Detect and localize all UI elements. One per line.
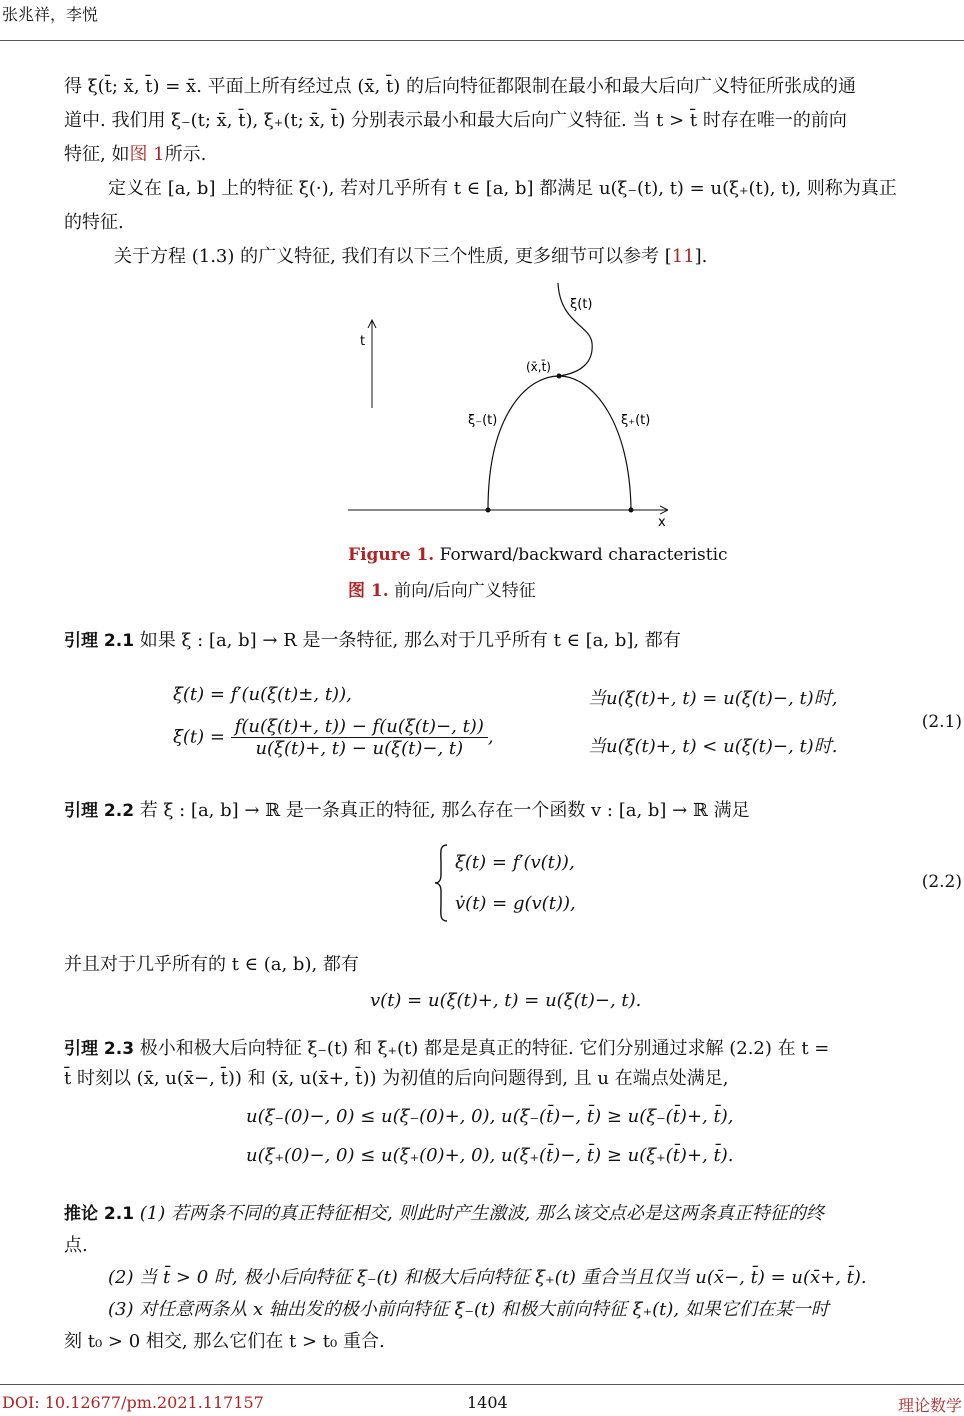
doi-link[interactable]: DOI: 10.12677/pm.2021.117157 [2,1393,264,1412]
page-header [0,0,964,41]
eq-2-1-line-2: ξ̇(t) = $\frac{f(u(\xi(t)+, t)) - f(u(\xi(t)-, t))}{u(\xi(t)+, t) - u(\xi(t)-, t)}$ , [173,716,494,759]
lemma-2-3 [64,1034,964,1094]
label-xi: ξ(t) [570,297,593,312]
p1-text-a: 特征, 如 [64,144,130,165]
corollary-2-1-line-2: 点. [64,1235,88,1256]
corollary-2-1-line-3: (2) 当 t̄ > 0 时, 极小后向特征 ξ₋(t) 和极大后向特征 ξ₊(t) 重合当且仅当 u(x̄−, t̄) = u(x̄+, t̄). [108,1267,867,1288]
lemma-2-2-heading: 引理 2.2 [64,801,135,821]
right-endpoint [629,508,634,513]
eq-2-1-lhs: ξ̇(t) = [173,726,225,748]
lemma-2-3-line-1 [64,1034,964,1064]
lemma-2-1 [64,626,964,652]
label-xi-minus: ξ₋(t) [468,413,498,428]
corollary-2-1-line-5: 刻 t₀ > 0 相交, 那么它们在 t > t₀ 重合. [64,1331,385,1352]
label-t-axis: t [360,334,366,349]
paragraph-1-line-2: 道中. 我们用 ξ₋(t; x̄, t̄), ξ₊(t; x̄, t̄) 分别表示最小和最大后向广义特征. 当 t > t̄ 时存在唯一的前向 [64,110,847,131]
eq-2-1-number: (2.1) [921,712,962,732]
figure-1-link[interactable]: 图 1 [129,144,165,165]
p3-text-a: 关于方程 (1.3) 的广义特征, 我们有以下三个性质, 更多细节可以参考 [ [114,246,672,267]
page-number: 1404 [467,1393,508,1412]
figure-caption-zh [348,576,536,601]
paragraph-2-line-1: 定义在 [a, b] 上的特征 ξ(·), 若对几乎所有 t ∈ [a, b] 都满足 u(ξ₋(t), t) = u(ξ₊(t), t), 则称为真正 [108,178,897,199]
corollary-2-1 [64,1198,964,1358]
corollary-2-1-text-1: (1) 若两条不同的真正特征相交, 则此时产生激波, 那么该交点必是这两条真正特征的终 [139,1203,824,1224]
paragraph-1-line-1: 得 ξ(t̄; x̄, t̄) = x̄. 平面上所有经过点 (x̄, t̄) 的后向特征都限制在最小和最大后向广义特征所张成的通 [64,76,856,97]
eq-2-1-line-1-condition: 当u(ξ(t)+, t) = u(ξ(t)−, t)时, [588,688,838,709]
lemma-2-1-text: 如果 ξ : [a, b] → R 是一条特征, 那么对于几乎所有 t ∈ [a, b], 都有 [139,630,681,651]
lemma-2-3-line-2: t̄ 时刻以 (x̄, u(x̄−, t̄)) 和 (x̄, u(x̄+, t̄)) 为初值的后向问题得到, 且 u 在端点处满足, [64,1068,729,1089]
p1-text-b: 所示. [164,144,207,165]
eq-2-1-numerator: f(u(ξ(t)+, t)) − f(u(ξ(t)−, t)) [231,716,488,738]
eq-2-2-line-1: ξ̇(t) = f′(v(t)), [455,852,575,873]
eq-2-3-line-2: u(ξ₊(0)−, 0) ≤ u(ξ₊(0)+, 0), u(ξ₊(t̄)−, t̄) ≥ u(ξ₊(t̄)+, t̄). [246,1145,734,1166]
lemma-2-2-after: 并且对于几乎所有的 t ∈ (a, b), 都有 [64,954,359,975]
figure-caption-en [348,545,728,565]
characteristic-figure [348,283,668,533]
paragraph-3 [64,240,964,274]
eq-2-2-line-2: v̇(t) = g(v(t)), [455,893,576,914]
header-authors: 张兆祥，李悦 [2,5,99,24]
eq-2-1-denominator: u(ξ(t)+, t) − u(ξ(t)−, t) [255,738,464,759]
eq-v-equality: v(t) = u(ξ(t)+, t) = u(ξ(t)−, t). [370,990,642,1011]
page-footer [0,1384,964,1415]
reference-11-link[interactable]: 11 [671,246,695,267]
lemma-2-3-heading: 引理 2.3 [64,1039,135,1059]
label-xi-plus: ξ₊(t) [621,413,651,428]
lemma-2-3-text-1: 极小和极大后向特征 ξ₋(t) 和 ξ₊(t) 都是是真正的特征. 它们分别通过求解 (2.2) 在 t = [139,1038,830,1059]
body-text [64,70,964,274]
corollary-2-1-line-4: (3) 对任意两条从 x 轴出发的极小前向特征 ξ₋(t) 和极大前向特征 ξ₊(t), 如果它们在某一时 [108,1299,829,1320]
eq-2-3-line-1: u(ξ₋(0)−, 0) ≤ u(ξ₋(0)+, 0), u(ξ₋(t̄)−, t̄) ≥ u(ξ₋(t̄)+, t̄), [246,1106,734,1127]
eq-2-2-number: (2.2) [921,872,962,892]
eq-2-1-line-2-condition: 当u(ξ(t)+, t) < u(ξ(t)−, t)时. [588,736,838,757]
corollary-2-1-line-1 [64,1198,964,1230]
label-point: (x̄,t̄) [526,360,551,374]
backward-characteristic-curve [488,376,631,510]
caption-zh-label: 图 1. [348,581,389,601]
lemma-2-2 [64,796,964,822]
paragraph-2-line-2: 的特征. [64,212,124,233]
eq-2-1-line-1: ξ̇(t) = f′(u(ξ(t)±, t)), [173,684,352,705]
p3-text-b: ]. [694,246,708,267]
junction-point [557,374,562,379]
left-endpoint [486,508,491,513]
lemma-2-1-heading: 引理 2.1 [64,631,135,651]
corollary-2-1-heading: 推论 2.1 [64,1204,135,1224]
caption-zh-text: 前向/后向广义特征 [394,581,536,601]
lemma-2-2-text: 若 ξ : [a, b] → ℝ 是一条真正的特征, 那么存在一个函数 v : [a, b] → ℝ 满足 [139,800,750,821]
eq-2-1-fraction [231,716,488,759]
eq-2-2-brace [433,843,449,923]
caption-en-label: Figure 1. [348,545,435,565]
paragraph-1-line-3 [64,138,964,172]
caption-en-text: Forward/backward characteristic [439,545,728,565]
journal-link[interactable]: 理论数学 [897,1396,962,1415]
label-x-axis: x [658,515,666,530]
